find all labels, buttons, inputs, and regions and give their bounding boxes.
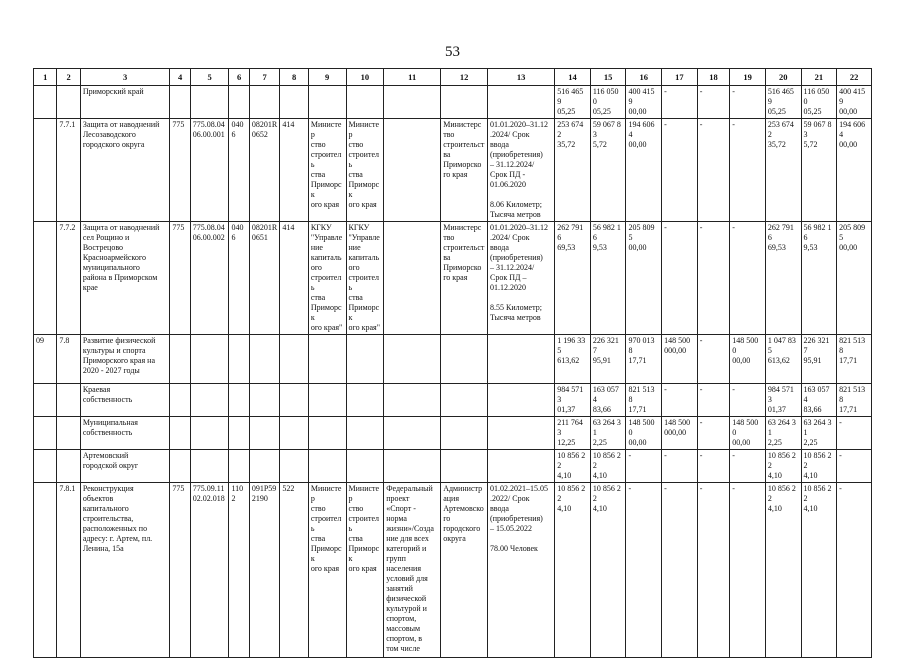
table-cell — [34, 384, 57, 417]
table-cell: 522 — [280, 483, 309, 658]
table-cell: 59 067 83 5,72 — [590, 119, 626, 222]
table-cell: 12 — [441, 69, 488, 86]
table-cell: - — [662, 86, 698, 119]
table-cell: - — [730, 119, 766, 222]
table-cell: 19 — [730, 69, 766, 86]
budget-table — [33, 68, 872, 658]
table-cell: 08201R 0652 — [249, 119, 280, 222]
table-cell: 163 057 4 83,66 — [801, 384, 837, 417]
table-cell — [441, 417, 488, 450]
table-cell: 226 321 7 95,91 — [801, 335, 837, 384]
table-cell: Министер ство строитель ства Приморск ого края — [308, 483, 346, 658]
table-cell — [170, 335, 190, 384]
table-cell — [229, 417, 249, 450]
table-cell: - — [697, 86, 730, 119]
table-cell — [308, 335, 346, 384]
table-cell: 194 606 4 00,00 — [837, 119, 872, 222]
table-cell: 9 — [308, 69, 346, 86]
table-cell — [308, 384, 346, 417]
table-cell — [488, 384, 555, 417]
table-cell — [441, 384, 488, 417]
table-cell: 22 — [837, 69, 872, 86]
table-cell: Развитие физической культуры и спорта Приморского края на 2020 - 2027 годы — [80, 335, 170, 384]
table-cell: 5 — [190, 69, 229, 86]
table-cell: - — [697, 384, 730, 417]
table-cell — [308, 450, 346, 483]
table-cell — [34, 222, 57, 335]
table-cell: Защита от наводнений Лесозаводского городского округа — [80, 119, 170, 222]
table-cell: 56 982 16 9,53 — [801, 222, 837, 335]
table-cell: 148 500 0 00,00 — [626, 417, 662, 450]
table-cell — [441, 450, 488, 483]
table-cell: 10 — [346, 69, 384, 86]
table-row — [34, 450, 872, 483]
table-cell — [190, 384, 229, 417]
table-cell — [488, 335, 555, 384]
table-cell — [170, 86, 190, 119]
table-cell — [57, 417, 80, 450]
table-cell — [170, 384, 190, 417]
page-number: 53 — [445, 44, 460, 60]
table-cell: - — [662, 222, 698, 335]
table-cell — [441, 86, 488, 119]
table-cell: 3 — [80, 69, 170, 86]
table-cell: 10 856 22 4,10 — [555, 450, 591, 483]
table-cell: 20 — [765, 69, 801, 86]
table-cell: 56 982 16 9,53 — [590, 222, 626, 335]
table-cell: 01.01.2020–31.12 .2024/ Срок ввода (приобретения) – 31.12.2024/ Срок ПД - 01.06.2020 8.06 Километр; Тысяча метров — [488, 119, 555, 222]
table-cell: - — [837, 483, 872, 658]
table-row — [34, 86, 872, 119]
table-cell: 11 — [384, 69, 441, 86]
table-cell: 148 500 000,00 — [662, 417, 698, 450]
table-cell: 253 674 2 35,72 — [765, 119, 801, 222]
table-cell: 63 264 31 2,25 — [765, 417, 801, 450]
table-cell — [170, 417, 190, 450]
table-cell: Министерс тво строительст ва Приморско го края — [441, 119, 488, 222]
table-cell: 09 — [34, 335, 57, 384]
table-cell: 01.02.2021–15.05 .2022/ Срок ввода (приобретения) – 15.05.2022 78.00 Человек — [488, 483, 555, 658]
table-cell: - — [730, 222, 766, 335]
table-cell: Реконструкция объектов капитального строительства, расположенных по адресу: г. Артем, пл. Ленина, 15а — [80, 483, 170, 658]
table-row — [34, 335, 872, 384]
table-cell: 116 050 0 05,25 — [590, 86, 626, 119]
table-cell: - — [697, 119, 730, 222]
table-cell — [34, 119, 57, 222]
table-cell: Министер ство строитель ства Приморск ого края — [346, 483, 384, 658]
table-cell: - — [730, 384, 766, 417]
table-cell: 148 500 0 00,00 — [730, 417, 766, 450]
table-cell — [280, 450, 309, 483]
table-cell: 775 — [170, 222, 190, 335]
table-cell — [308, 417, 346, 450]
table-cell: - — [626, 450, 662, 483]
table-cell: - — [697, 450, 730, 483]
table-cell — [346, 417, 384, 450]
table-cell: 63 264 31 2,25 — [801, 417, 837, 450]
table-cell: - — [662, 483, 698, 658]
table-cell — [308, 86, 346, 119]
table-cell: 205 809 5 00,00 — [626, 222, 662, 335]
table-cell: 4 — [170, 69, 190, 86]
table-cell: 15 — [590, 69, 626, 86]
table-cell — [384, 335, 441, 384]
table-cell — [249, 86, 280, 119]
table-cell: Министер ство строитель ства Приморск ого края — [308, 119, 346, 222]
table-cell — [384, 384, 441, 417]
table-cell — [57, 86, 80, 119]
table-cell: 775.08.04 06.00.001 — [190, 119, 229, 222]
table-cell: 205 809 5 00,00 — [837, 222, 872, 335]
table-cell: 226 321 7 95,91 — [590, 335, 626, 384]
table-cell: 775 — [170, 483, 190, 658]
table-body — [34, 69, 872, 658]
table-cell: Федеральный проект «Спорт - норма жизни»/Созда ние для всех категорий и групп населения условий для занятий физической культурой и спортом, массовым спортом, в том числе — [384, 483, 441, 658]
table-cell: 14 — [555, 69, 591, 86]
table-cell: 1 — [34, 69, 57, 86]
table-cell — [249, 417, 280, 450]
table-cell: 8 — [280, 69, 309, 86]
table-cell — [170, 450, 190, 483]
table-cell: 414 — [280, 222, 309, 335]
table-cell — [441, 335, 488, 384]
table-cell: - — [662, 384, 698, 417]
table-cell: 01.01.2020–31.12 .2024/ Срок ввода (приобретения) – 31.12.2024/ Срок ПД – 01.12.2020 8.55 Километр; Тысяча метров — [488, 222, 555, 335]
table-cell: 7.7.2 — [57, 222, 80, 335]
table-cell: 821 513 8 17,71 — [837, 335, 872, 384]
table-row — [34, 384, 872, 417]
table-cell — [384, 119, 441, 222]
table-cell: - — [730, 86, 766, 119]
table-cell: 091P59 2190 — [249, 483, 280, 658]
table-cell: 10 856 22 4,10 — [765, 450, 801, 483]
table-cell: 10 856 22 4,10 — [555, 483, 591, 658]
table-cell — [190, 86, 229, 119]
table-cell: 194 606 4 00,00 — [626, 119, 662, 222]
table-cell: 775 — [170, 119, 190, 222]
table-cell — [190, 417, 229, 450]
table-cell — [346, 384, 384, 417]
table-cell: 775.09.11 02.02.018 — [190, 483, 229, 658]
table-cell: - — [697, 335, 730, 384]
table-cell — [488, 450, 555, 483]
table-cell — [34, 86, 57, 119]
table-cell — [280, 335, 309, 384]
table-cell: 0406 — [229, 119, 249, 222]
header-row — [34, 69, 872, 86]
table-cell — [384, 222, 441, 335]
table-cell: 7 — [249, 69, 280, 86]
table-cell: 400 415 9 00,00 — [837, 86, 872, 119]
table-cell: 414 — [280, 119, 309, 222]
table-cell: - — [837, 450, 872, 483]
table-cell: Артемовский городской округ — [80, 450, 170, 483]
table-cell: 7.7.1 — [57, 119, 80, 222]
table-cell: 516 465 9 05,25 — [765, 86, 801, 119]
table-cell: 984 571 3 01,37 — [765, 384, 801, 417]
table-cell: Защита от наводнений сел Рощино и Вострецово Красноармейского муниципального района в Приморском крае — [80, 222, 170, 335]
table-cell — [249, 335, 280, 384]
table-cell — [57, 450, 80, 483]
table-cell — [280, 417, 309, 450]
table-cell: 163 057 4 83,66 — [590, 384, 626, 417]
table-cell: 59 067 83 5,72 — [801, 119, 837, 222]
table-cell — [229, 86, 249, 119]
table-cell: Министерс тво строительст ва Приморско го края — [441, 222, 488, 335]
table-cell — [229, 335, 249, 384]
table-cell: 18 — [697, 69, 730, 86]
table-cell: - — [697, 222, 730, 335]
table-cell: 10 856 22 4,10 — [590, 483, 626, 658]
table-cell — [346, 86, 384, 119]
table-cell — [249, 450, 280, 483]
table-cell: 516 465 9 05,25 — [555, 86, 591, 119]
table-row — [34, 222, 872, 335]
table-cell — [488, 417, 555, 450]
table-cell: 1 196 335 613,62 — [555, 335, 591, 384]
table-cell: 1102 — [229, 483, 249, 658]
table-cell: 821 513 8 17,71 — [626, 384, 662, 417]
table-cell: 400 415 9 00,00 — [626, 86, 662, 119]
table-cell: 7.8 — [57, 335, 80, 384]
table-cell: - — [662, 450, 698, 483]
table-cell: 63 264 31 2,25 — [590, 417, 626, 450]
table-row — [34, 483, 872, 658]
table-cell: Краевая собственность — [80, 384, 170, 417]
table-cell: - — [626, 483, 662, 658]
table-cell: 148 500 000,00 — [662, 335, 698, 384]
table-cell: КГКУ "Управле ние капиталь ого строитель ства Приморск ого края" — [308, 222, 346, 335]
table-cell — [229, 450, 249, 483]
table-cell: - — [662, 119, 698, 222]
table-cell: 116 050 0 05,25 — [801, 86, 837, 119]
table-row — [34, 417, 872, 450]
table-cell: Приморский край — [80, 86, 170, 119]
table-cell — [190, 450, 229, 483]
table-cell: - — [697, 483, 730, 658]
table-cell: 0406 — [229, 222, 249, 335]
table-cell — [280, 384, 309, 417]
table-cell: 7.8.1 — [57, 483, 80, 658]
table-cell: КГКУ "Управле ние капиталь ого строитель ства Приморск ого края" — [346, 222, 384, 335]
table-cell: - — [837, 417, 872, 450]
table-cell: 16 — [626, 69, 662, 86]
table-row — [34, 119, 872, 222]
table-cell: Администр ация Артемовско го городского округа — [441, 483, 488, 658]
table-cell: 6 — [229, 69, 249, 86]
table-cell — [190, 335, 229, 384]
table-cell: 970 013 8 17,71 — [626, 335, 662, 384]
table-cell: 2 — [57, 69, 80, 86]
table-cell: 775.08.04 06.00.002 — [190, 222, 229, 335]
table-cell: - — [697, 417, 730, 450]
table-cell: 10 856 22 4,10 — [801, 483, 837, 658]
table-cell — [34, 450, 57, 483]
table-cell — [488, 86, 555, 119]
table-cell: 984 571 3 01,37 — [555, 384, 591, 417]
table-cell — [346, 450, 384, 483]
table-cell: 1 047 835 613,62 — [765, 335, 801, 384]
table-cell: - — [730, 483, 766, 658]
table-cell — [57, 384, 80, 417]
table-cell — [249, 384, 280, 417]
table-cell: - — [730, 450, 766, 483]
table-cell: 10 856 22 4,10 — [765, 483, 801, 658]
table-cell: Муниципальная собственность — [80, 417, 170, 450]
table-cell: 08201R 0651 — [249, 222, 280, 335]
table-cell: 10 856 22 4,10 — [801, 450, 837, 483]
table-cell: 10 856 22 4,10 — [590, 450, 626, 483]
table-cell: 211 764 3 12,25 — [555, 417, 591, 450]
table-cell — [229, 384, 249, 417]
table-cell: 148 500 0 00,00 — [730, 335, 766, 384]
table-cell: 262 791 6 69,53 — [765, 222, 801, 335]
table-cell: 13 — [488, 69, 555, 86]
table-cell — [280, 86, 309, 119]
table-cell: 253 674 2 35,72 — [555, 119, 591, 222]
table-cell — [384, 450, 441, 483]
table-cell — [384, 417, 441, 450]
table-cell — [34, 483, 57, 658]
table-cell — [34, 417, 57, 450]
table-cell: 262 791 6 69,53 — [555, 222, 591, 335]
table-cell: Министер ство строитель ства Приморск ого края — [346, 119, 384, 222]
table-cell — [384, 86, 441, 119]
table-cell — [346, 335, 384, 384]
table-cell: 821 513 8 17,71 — [837, 384, 872, 417]
table-cell: 17 — [662, 69, 698, 86]
table-cell: 21 — [801, 69, 837, 86]
